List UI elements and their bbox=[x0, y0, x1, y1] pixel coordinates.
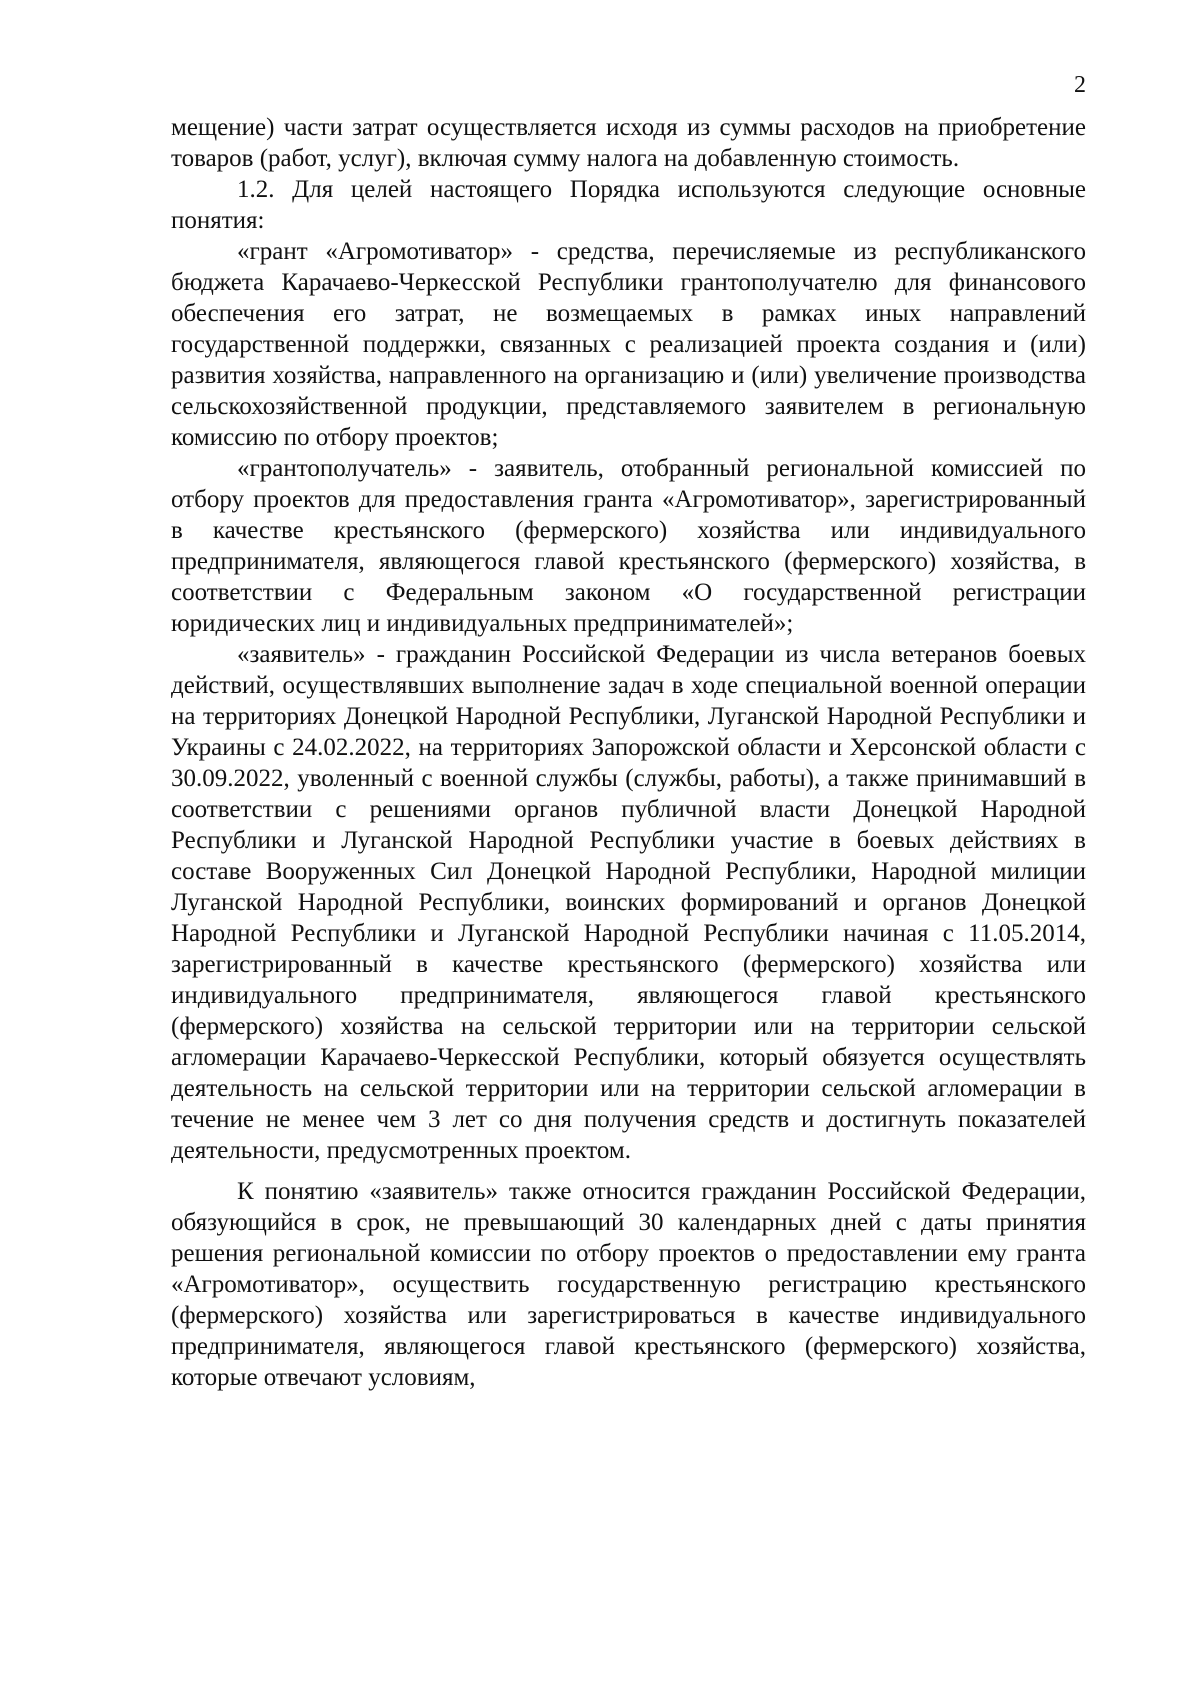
paragraph-definition-grant-recipient: «грантополучатель» - заявитель, отобранный региональной комиссией по отбору проектов для предоставления гранта «Агромотиватор», зарегистрированный в качестве крестьянского (фермерского) хозяйства или индивидуального предпринимателя, являющегося главой крестьянского (фермерского) хозяйства, в соответствии с Федеральным законом «О государственной регистрации юридических лиц и индивидуальных предпринимателей»; bbox=[171, 455, 1086, 637]
page-number: 2 bbox=[1074, 72, 1086, 98]
paragraph-definition-applicant: «заявитель» - гражданин Российской Федерации из числа ветеранов боевых действий, осуществлявших выполнение задач в ходе специальной военной операции на территориях Донецкой Народной Республики, Луганской Народной Республики и Украины с 24.02.2022, на территориях Запорожской области и Херсонской области с 30.09.2022, уволенный с военной службы (службы, работы), а также принимавший в соответствии с решениями органов публичной власти Донецкой Народной Республики и Луганской Народной Республики участие в боевых действиях в составе Вооруженных Сил Донецкой Народной Республики, Народной милиции Луганской Народной Республики, воинских формирований и органов Донецкой Народной Республики и Луганской Народной Республики начиная с 11.05.2014, зарегистрированный в качестве крестьянского (фермерского) хозяйства или индивидуального предпринимателя, являющегося главой крестьянского (фермерского) хозяйства на сельской территории или на территории сельской агломерации Карачаево-Черкесской Республики, который обязуется осуществлять деятельность на сельской территории или на территории сельской агломерации в течение не менее чем 3 лет со дня получения средств и достигнуть показателей деятельности, предусмотренных проектом. bbox=[171, 641, 1086, 1164]
paragraph-definition-grant: «грант «Агромотиватор» - средства, перечисляемые из республиканского бюджета Карачаево-Черкесской Республики грантополучателю для финансового обеспечения его затрат, не возмещаемых в рамках иных направлений государственной поддержки, связанных с реализацией проекта создания и (или) развития хозяйства, направленного на организацию и (или) увеличение производства сельскохозяйственной продукции, представляемого заявителем в региональную комиссию по отбору проектов; bbox=[171, 238, 1086, 451]
document-body bbox=[171, 112, 1086, 1393]
paragraph-applicant-extension: К понятию «заявитель» также относится гражданин Российской Федерации, обязующийся в срок, не превышающий 30 календарных дней с даты принятия решения региональной комиссии по отбору проектов о предоставлении ему гранта «Агромотиватор», осуществить государственную регистрацию крестьянского (фермерского) хозяйства или зарегистрироваться в качестве индивидуального предпринимателя, являющегося главой крестьянского (фермерского) хозяйства, которые отвечают условиям, bbox=[171, 1178, 1086, 1391]
paragraph-section-1-2: 1.2. Для целей настоящего Порядка используются следующие основные понятия: bbox=[171, 176, 1086, 234]
paragraph-continuation: мещение) части затрат осуществляется исходя из суммы расходов на приобретение товаров (работ, услуг), включая сумму налога на добавленную стоимость. bbox=[171, 114, 1086, 172]
